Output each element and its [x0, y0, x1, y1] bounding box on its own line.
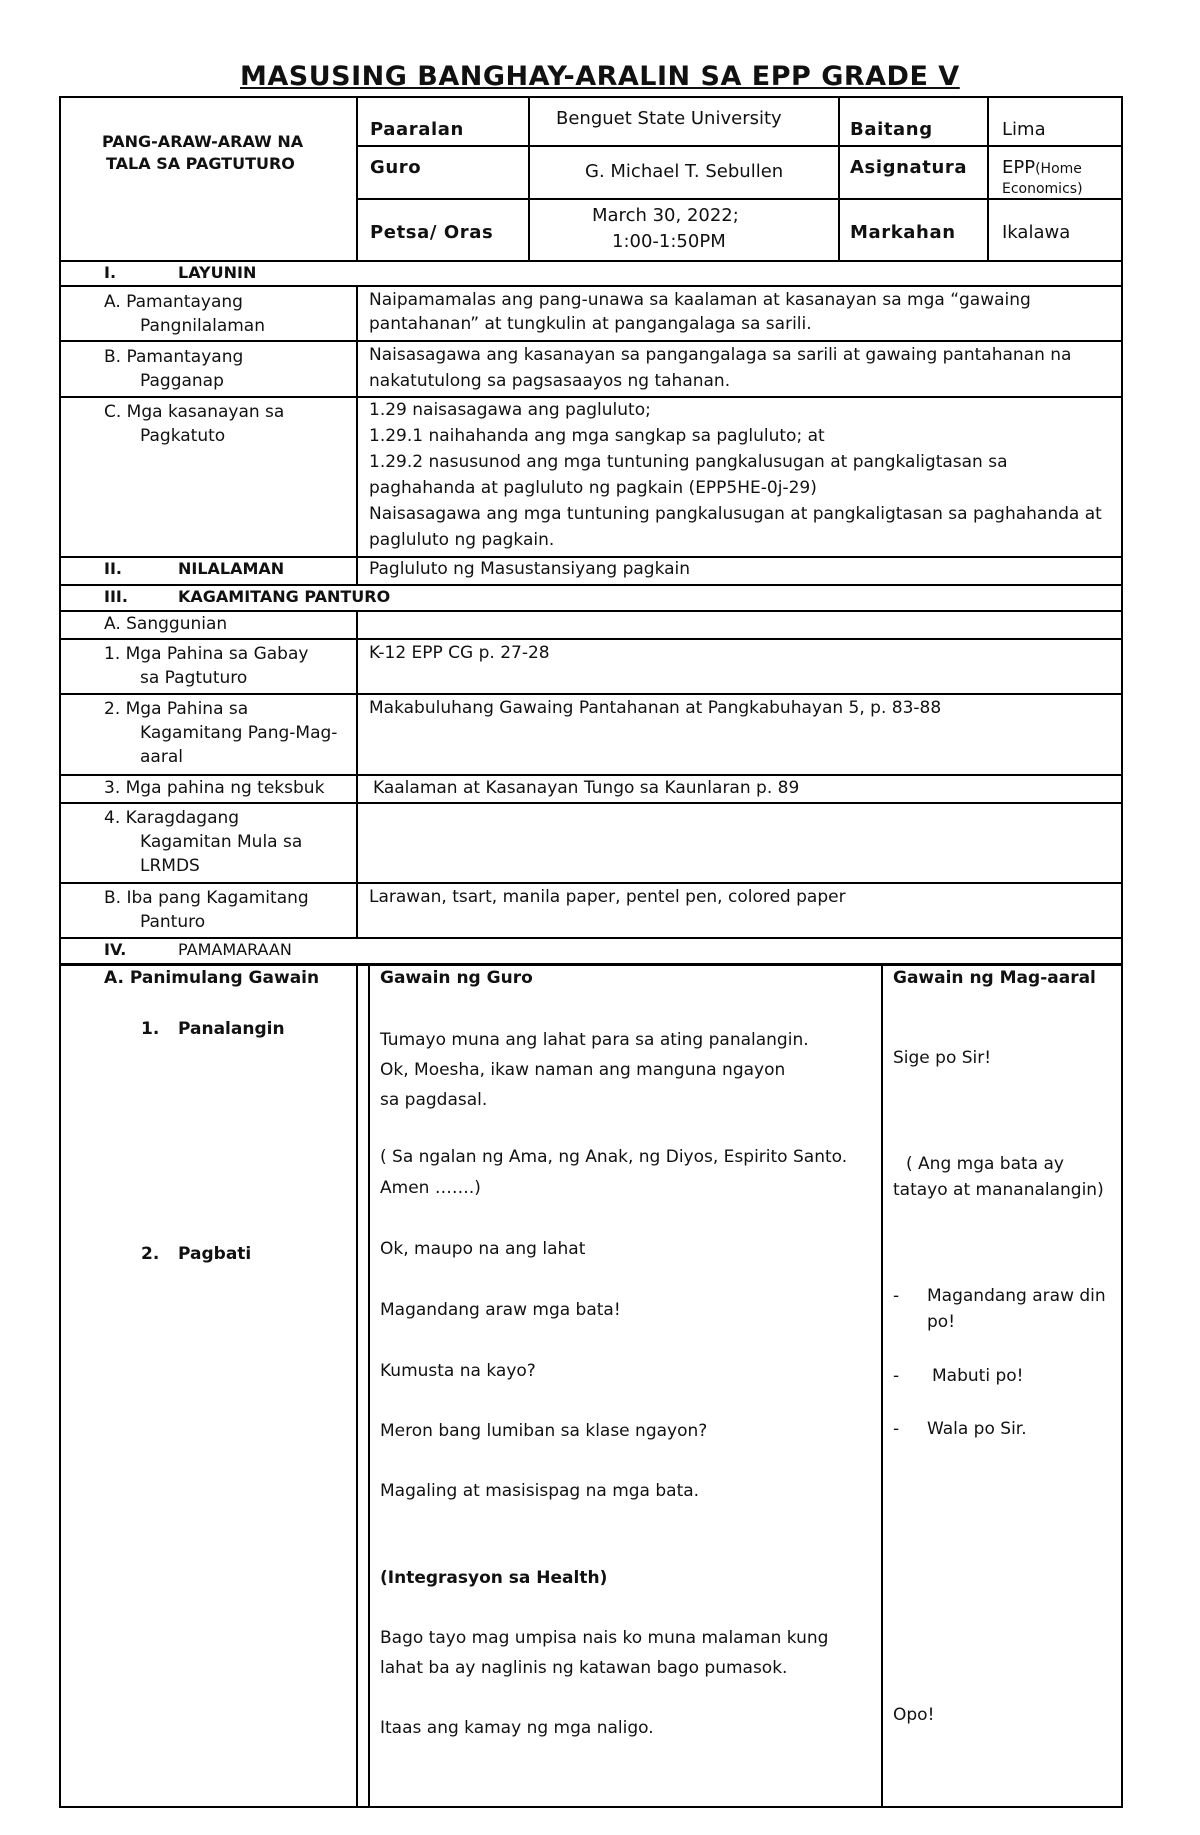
text-kasanayan: 1.29 naisasagawa ang pagluluto; [369, 400, 651, 420]
label-iba-pang-kagamitan: B. Iba pang Kagamitang [104, 888, 309, 908]
quarter-value: Ikalawa [1002, 222, 1071, 243]
header-divider [356, 145, 1123, 147]
text-pamantayang-pangnilalaman: Naipamamalas ang pang-unawa sa kaalaman at kasanayan sa mga “gawaing [369, 290, 1031, 310]
teacher-line: Tumayo muna ang lahat para sa ating panalangin. [380, 1030, 809, 1050]
teacher-label: Guro [370, 157, 422, 178]
label-iba-pang-kagamitan-2: Panturo [140, 912, 206, 932]
section-number: I. [104, 263, 117, 282]
student-line: Opo! [893, 1705, 935, 1725]
teacher-line: Meron bang lumiban sa klase ngayon? [380, 1421, 708, 1441]
column-divider [356, 285, 358, 584]
procedure-divider [881, 963, 883, 1808]
subject-value-main: EPP [1002, 157, 1036, 178]
time-value: 1:00-1:50PM [612, 231, 726, 252]
teacher-line: sa pagdasal. [380, 1090, 488, 1110]
teacher-line: Bago tayo mag umpisa nais ko muna malaman kung [380, 1628, 829, 1648]
label-gabay-2: sa Pagtuturo [140, 668, 248, 688]
label-karagdagang-2: Kagamitan Mula sa [140, 832, 303, 852]
teacher-line: Ok, Moesha, ikaw naman ang manguna ngayon [380, 1060, 786, 1080]
label-panimulang-gawain: A. Panimulang Gawain [104, 968, 320, 988]
teacher-line: Amen …….) [380, 1178, 481, 1198]
value-teksbuk: Kaalaman at Kasanayan Tungo sa Kaunlaran p. 89 [373, 778, 800, 798]
section-number: IV. [104, 940, 127, 959]
procedure-divider [368, 963, 370, 1808]
teacher-line-integration: (Integrasyon sa Health) [380, 1568, 608, 1588]
student-line: Magandang araw din [927, 1286, 1106, 1306]
form-type-label: PANG-ARAW-ARAW NA [102, 132, 304, 151]
row-divider [59, 882, 1123, 884]
text-kasanayan: pagluluto ng pagkain. [369, 530, 555, 550]
row-divider [59, 638, 1123, 640]
label-karagdagang: 4. Karagdagang [104, 808, 240, 828]
bullet-dash: - [893, 1366, 900, 1386]
label-teksbuk: 3. Mga pahina ng teksbuk [104, 778, 325, 798]
column-divider [356, 610, 358, 937]
teacher-line: Ok, maupo na ang lahat [380, 1239, 586, 1259]
header-divider [356, 96, 358, 260]
label-kasanayan-2: Pagkatuto [140, 426, 226, 446]
label-panalangin: Panalangin [178, 1019, 285, 1039]
student-line: Wala po Sir. [927, 1419, 1027, 1439]
bullet-dash: - [893, 1419, 900, 1439]
header-divider [987, 96, 989, 260]
section-nilalaman: NILALAMAN [178, 559, 285, 578]
value-gabay: K-12 EPP CG p. 27-28 [369, 643, 550, 663]
bullet-dash: - [893, 1286, 900, 1306]
label-karagdagang-3: LRMDS [140, 856, 200, 876]
procedure-divider [356, 963, 358, 1808]
section-number: III. [104, 587, 128, 606]
text-kasanayan: paghahanda at pagluluto ng pagkain (EPP5HE-0j-29) [369, 478, 817, 498]
value-iba-pang-kagamitan: Larawan, tsart, manila paper, pentel pen, colored paper [369, 887, 846, 907]
row-divider [59, 693, 1123, 695]
row-divider [59, 802, 1123, 804]
school-value: Benguet State University [556, 108, 782, 129]
header-divider [528, 96, 530, 260]
text-kasanayan: 1.29.1 naihahanda ang mga sangkap sa pagluluto; at [369, 426, 825, 446]
label-kasanayan: C. Mga kasanayan sa [104, 402, 285, 422]
nilalaman-value: Pagluluto ng Masustansiyang pagkain [369, 559, 691, 579]
label-pagbati: Pagbati [178, 1244, 252, 1264]
section-number: II. [104, 559, 122, 578]
row-divider [59, 340, 1123, 342]
subject-label: Asignatura [850, 157, 968, 178]
student-column-header: Gawain ng Mag-aaral [893, 968, 1096, 988]
text-pamantayang-pagganap: Naisasagawa ang kasanayan sa pangangalaga sa sarili at gawaing pantahanan na [369, 345, 1072, 365]
teacher-line: Itaas ang kamay ng mga naligo. [380, 1718, 654, 1738]
row-divider [59, 285, 1123, 287]
date-label: Petsa/ Oras [370, 222, 494, 243]
student-line: ( Ang mga bata ay [906, 1154, 1064, 1174]
section-layunin: LAYUNIN [178, 263, 257, 282]
label-kagamitang-mag-aaral-3: aaral [140, 747, 183, 767]
header-divider [838, 96, 840, 260]
text-pamantayang-pagganap-2: nakatutulong sa pagsasaayos ng tahanan. [369, 371, 731, 391]
grade-value: Lima [1002, 119, 1046, 140]
text-kasanayan: Naisasagawa ang mga tuntuning pangkalusugan at pangkaligtasan sa paghahanda at [369, 504, 1102, 524]
teacher-line: Magandang araw mga bata! [380, 1300, 621, 1320]
text-kasanayan: 1.29.2 nasusunod ang mga tuntuning pangkalusugan at pangkaligtasan sa [369, 452, 1008, 472]
page-title: MASUSING BANGHAY-ARALIN SA EPP GRADE V [240, 61, 960, 92]
label-pamantayang-pangnilalaman-2: Pangnilalaman [140, 316, 266, 336]
student-line: Sige po Sir! [893, 1048, 992, 1068]
date-value: March 30, 2022; [592, 205, 739, 226]
teacher-line: lahat ba ay naglinis ng katawan bago pumasok. [380, 1658, 788, 1678]
text-pamantayang-pangnilalaman-2: pantahanan” at tungkulin at pangangalaga sa sarili. [369, 314, 812, 334]
teacher-column-header: Gawain ng Guro [380, 968, 533, 988]
subject-value-paren: (Home [1035, 161, 1082, 177]
label-pamantayang-pagganap-2: Pagganap [140, 371, 224, 391]
teacher-value: G. Michael T. Sebullen [585, 161, 784, 182]
student-line: tatayo at mananalangin) [893, 1180, 1104, 1200]
student-line: Mabuti po! [932, 1366, 1024, 1386]
step-number: 2. [141, 1244, 160, 1264]
section-kagamitan: KAGAMITANG PANTURO [178, 587, 391, 606]
quarter-label: Markahan [850, 222, 956, 243]
student-line: po! [927, 1312, 956, 1332]
teacher-line: Magaling at masisispag na mga bata. [380, 1481, 700, 1501]
label-pamantayang-pagganap: B. Pamantayang [104, 347, 244, 367]
form-type-label: TALA SA PAGTUTURO [106, 154, 295, 173]
label-sanggunian: A. Sanggunian [104, 614, 228, 634]
school-label: Paaralan [370, 119, 464, 140]
section-pamamaraan: PAMAMARAAN [178, 940, 292, 959]
value-kagamitang-mag-aaral: Makabuluhang Gawaing Pantahanan at Pangkabuhayan 5, p. 83-88 [369, 698, 942, 718]
subject-value-line2: Economics) [1002, 181, 1083, 197]
teacher-line: ( Sa ngalan ng Ama, ng Anak, ng Diyos, Espirito Santo. [380, 1147, 848, 1167]
label-gabay: 1. Mga Pahina sa Gabay [104, 644, 309, 664]
step-number: 1. [141, 1019, 160, 1039]
grade-label: Baitang [850, 119, 933, 140]
label-pamantayang-pangnilalaman: A. Pamantayang [104, 292, 243, 312]
teacher-line: Kumusta na kayo? [380, 1361, 536, 1381]
label-kagamitang-mag-aaral: 2. Mga Pahina sa [104, 699, 249, 719]
label-kagamitang-mag-aaral-2: Kagamitang Pang-Mag- [140, 723, 338, 743]
